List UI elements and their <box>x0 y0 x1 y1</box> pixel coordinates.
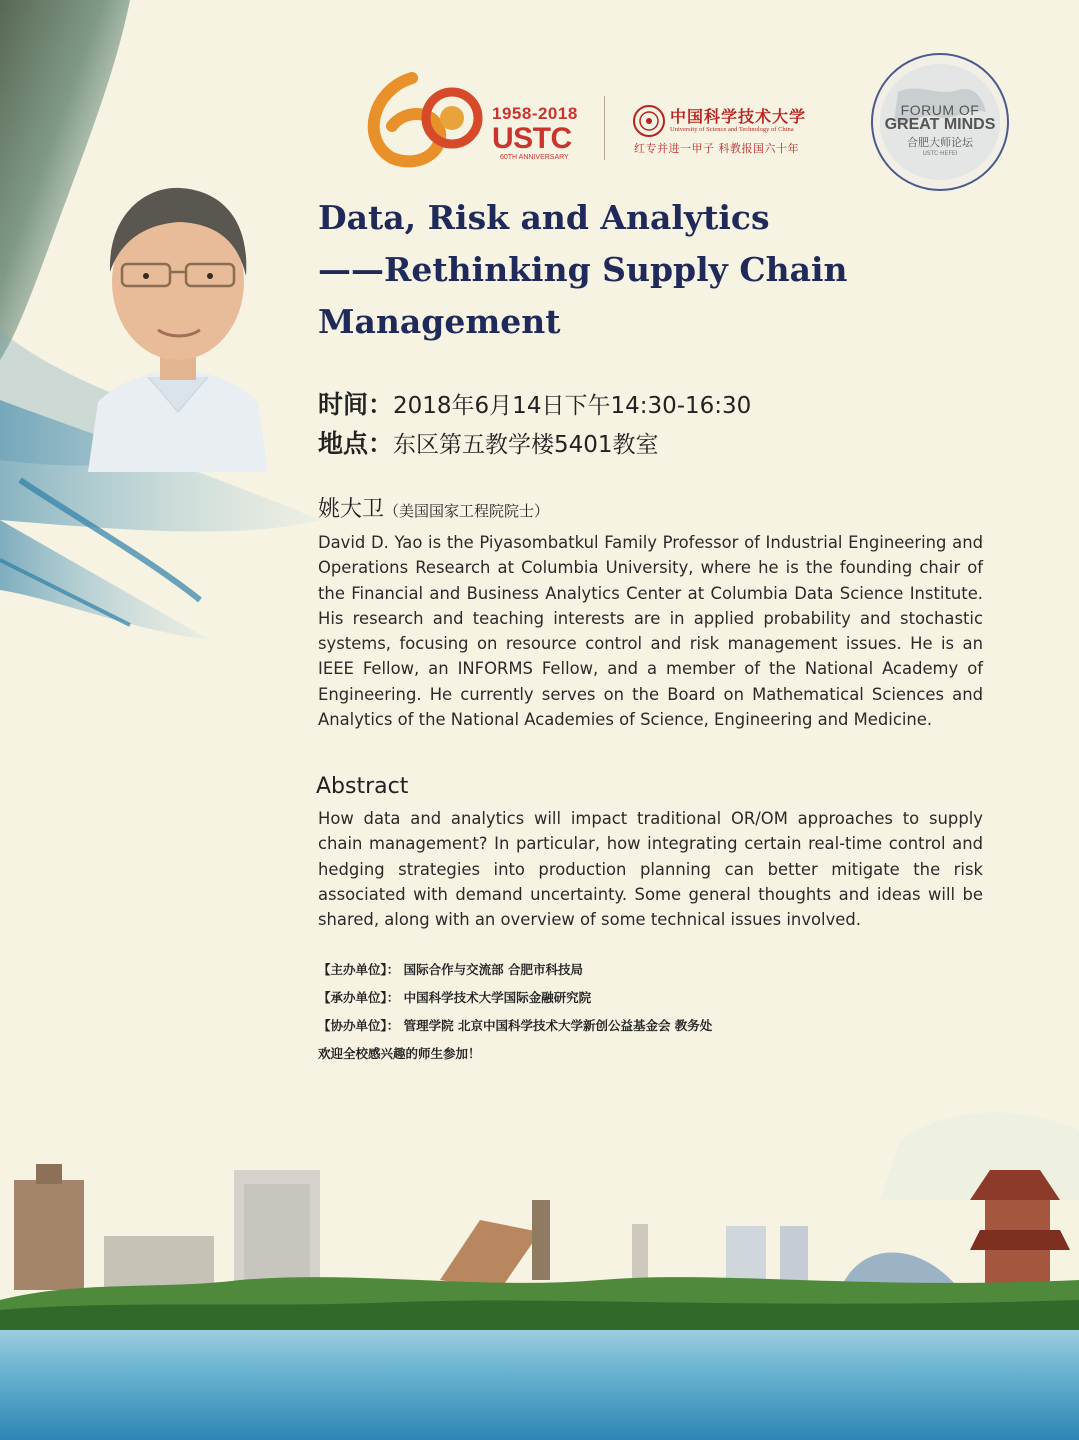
organizer-unit: 【承办单位】： 中国科学技术大学国际金融研究院 <box>318 990 592 1005</box>
time-value: 2018年6月14日下午14:30-16:30 <box>393 393 752 419</box>
speaker-name: 姚大卫 <box>318 497 385 522</box>
event-venue <box>318 425 751 464</box>
ustc-name-cn: 中国科学技术大学 <box>670 107 807 126</box>
abstract-heading: Abstract <box>316 774 409 799</box>
forum-of-great-minds-logo <box>868 52 1012 192</box>
speaker-heading <box>318 492 549 523</box>
forum-line2: GREAT MINDS <box>884 116 996 133</box>
logo-divider <box>604 96 605 160</box>
co-organizer-unit: 【协办单位】： 管理学院 北京中国科学技术大学新创公益基金会 教务处 <box>318 1018 713 1033</box>
abstract-text: How data and analytics will impact traditional OR/OM approaches to supply chain management? In particular, how integrating certain real-time control and hedging strategies into production planning can better mitigate the risk associated with demand uncertainty. Some general thoughts and ideas will be shared, along with an overview of some technical issues involved. <box>318 809 983 930</box>
anniversary-ustc: USTC <box>492 122 572 155</box>
title-line-1: Data, Risk and Analytics <box>318 198 770 237</box>
campus-skyline-illustration <box>0 1140 1079 1440</box>
anniversary-note: 60TH ANNIVERSARY <box>500 154 569 161</box>
ustc-motto: 红专并进一甲子 科教报国六十年 <box>634 142 799 155</box>
welcome-note: 欢迎全校感兴趣的师生参加！ <box>318 1046 481 1061</box>
sixty-emblem-icon <box>352 70 492 170</box>
title-line-2: ——Rethinking Supply Chain <box>318 250 848 289</box>
forum-line1: FORUM OF <box>900 102 980 118</box>
title-line-3: Management <box>318 302 561 341</box>
venue-value: 东区第五教学楼5401教室 <box>393 432 659 458</box>
time-label: 时间： <box>318 390 394 419</box>
organizers <box>318 956 712 1068</box>
host-unit: 【主办单位】： 国际合作与交流部 合肥市科技局 <box>318 962 583 977</box>
event-meta <box>318 386 751 464</box>
talk-title <box>318 192 938 348</box>
anniversary-years: 1958-2018 <box>492 104 578 123</box>
venue-label: 地点： <box>318 429 394 458</box>
ustc-name-en: University of Science and Technology of China <box>670 126 794 133</box>
speaker-portrait <box>88 172 268 472</box>
event-time <box>318 386 751 425</box>
ustc-seal-icon <box>632 104 666 138</box>
speaker-title: （美国国家工程院院士） <box>384 502 550 520</box>
forum-city: USTC·HEFEI <box>922 150 958 157</box>
speaker-bio: David D. Yao is the Piyasombatkul Family Professor of Industrial Engineering and Operations Research at Columbia University, where he is the founding chair of the Financial and Business Analytics Center at Columbia Data Science Institute. His research and teaching interests are in applied probability and stochastic systems, focusing on resource control and risk management issues. He is an IEEE Fellow, an INFORMS Fellow, and a member of the National Academy of Engineering. He currently serves on the Board on Mathematical Sciences and Analytics of the National Academies of Science, Engineering and Medicine. <box>318 533 983 730</box>
ustc-logo <box>632 100 832 160</box>
usTC-60th-anniversary-logo <box>352 70 582 170</box>
forum-cn: 合肥大师论坛 <box>907 136 973 149</box>
